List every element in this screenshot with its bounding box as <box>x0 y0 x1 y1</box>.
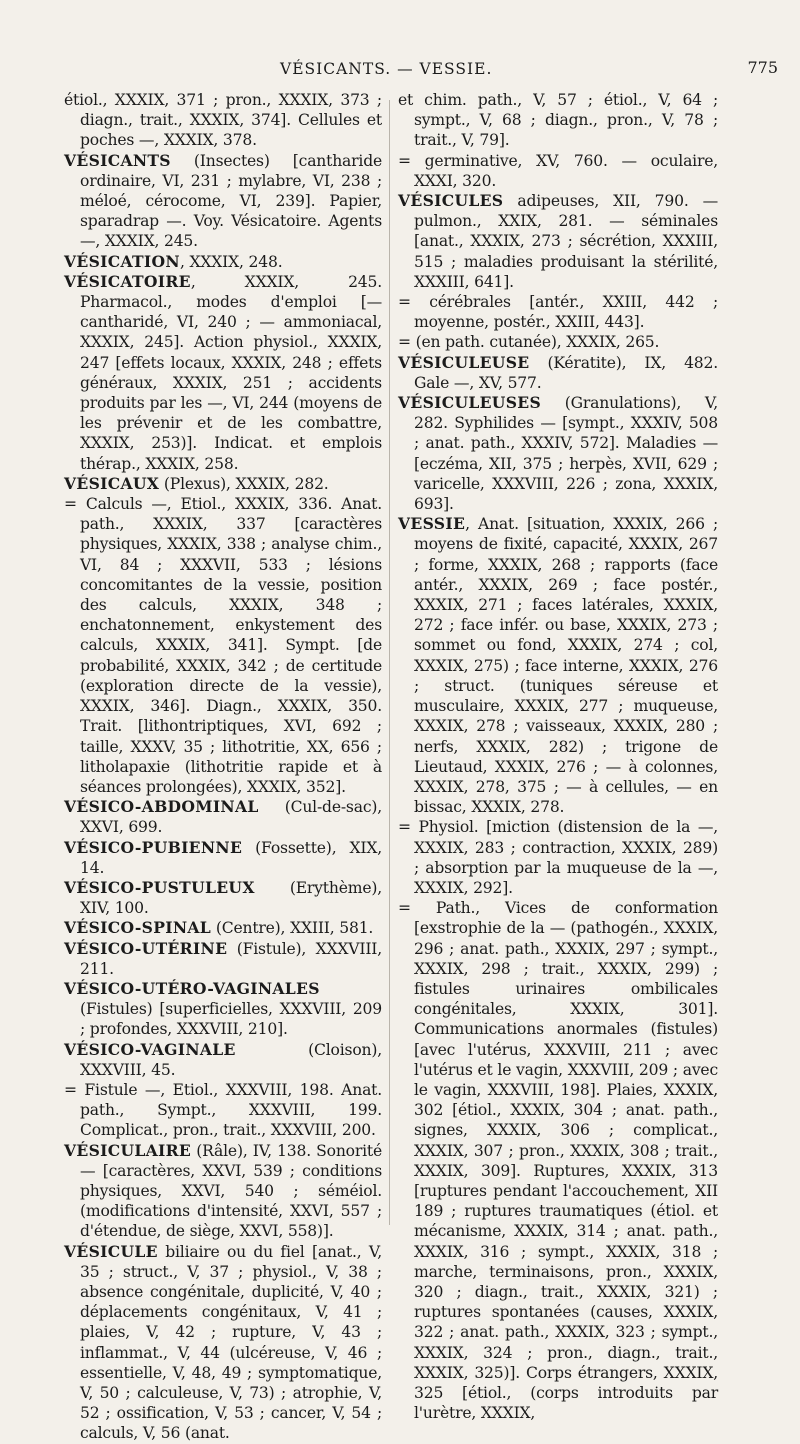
entry-headword: VÉSICO-PUBIENNE <box>64 837 243 857</box>
entry-headword: VÉSICULEUSE <box>398 352 530 372</box>
entry-headword: VÉSICULAIRE <box>64 1140 192 1160</box>
index-entry <box>64 151 382 252</box>
entry-text: (Erythème), XIV, 100. <box>80 878 382 918</box>
index-entry <box>64 272 382 474</box>
entry-text: (Fistules) [superficielles, XXXVIII, 209 ; profondes, XXXVIII, 210]. <box>80 1000 382 1039</box>
page-number: 775 <box>747 58 778 77</box>
entry-text: = cérébrales [antér., XXIII, 442 ; moyenne, postér., XXIII, 443]. <box>398 293 718 332</box>
index-entry <box>398 90 718 151</box>
column-divider <box>389 100 390 1225</box>
entry-headword: VÉSICULES <box>398 191 504 211</box>
index-entry <box>398 151 718 191</box>
index-entry <box>64 90 382 151</box>
index-entry <box>64 1242 382 1444</box>
entry-text: , Anat. [situation, XXXIX, 266 ; moyens de fixité, capacité, XXXIX, 267 ; forme, XXXIX, 268 ; rapports (face antér., XXXIX, 269 ; face postér., XXXIX, 271 ; faces latérales, XXXIX, 272 ; face infér. ou base, XXXIX, 273 ; sommet ou fond, XXXIX, 274 ; col, XXXIX, 275) ; face interne, XXXIX, 276 ; struct. (tuniques séreuse et musculaire, XXXIX, 277 ; muqueuse, XXXIX, 278 ; vaisseaux, XXXIX, 280 ; nerfs, XXXIX, 282) ; trigone de Lieutaud, XXXIX, 276 ; — à colonnes, XXXIX, 278, 375 ; — à cellules, — en bissac, XXXIX, 278. <box>414 515 718 817</box>
right-column <box>398 90 718 1423</box>
entry-headword: VÉSICAUX <box>64 473 160 493</box>
index-entry <box>398 817 718 898</box>
index-entry <box>64 939 382 979</box>
index-entry <box>64 797 382 837</box>
index-entry <box>64 494 382 797</box>
running-header <box>0 56 800 86</box>
entry-headword: VÉSICO-UTÉRO-VAGINALES <box>64 978 320 998</box>
running-title: VÉSICANTS. — VESSIE. <box>280 60 493 78</box>
entry-text: = Physiol. [miction (distension de la —, XXXIX, 283 ; contraction, XXXIX, 289) ; absorption par la muqueuse de la —, XXXIX, 292]. <box>398 818 718 897</box>
entry-text: (Fossette), XIX, 14. <box>80 838 382 877</box>
entry-headword: VÉSICULE <box>64 1241 158 1261</box>
entry-text: = (en path. cutanée), XXXIX, 265. <box>398 333 660 352</box>
entry-text: et chim. path., V, 57 ; étiol., V, 64 ; sympt., V, 68 ; diagn., pron., V, 78 ; trait., V, 79]. <box>398 91 718 150</box>
index-entry <box>398 898 718 1423</box>
index-entry <box>64 252 382 272</box>
entry-headword: VÉSICO-PUSTULEUX <box>64 877 255 897</box>
index-entry <box>398 514 718 817</box>
entry-headword: VÉSICO-ABDOMINAL <box>64 797 259 817</box>
entry-text: (Centre), XXIII, 581. <box>211 919 374 938</box>
entry-text: (Plexus), XXXIX, 282. <box>159 474 329 493</box>
index-entry <box>398 191 718 292</box>
entry-text: , XXXIX, 245. Pharmacol., modes d'emploi [— cantharidé, VI, 240 ; — ammoniacal, XXXIX, 245]. Action physiol., XXXIX, 247 [effets locaux, XXXIX, 248 ; effets généraux, XXXIX, 251 ; accidents produits par les —, VI, 244 (moyens de les prévenir et de les combattre, XXXIX, 253)]. Indicat. et emplois thérap., XXXIX, 258. <box>80 272 382 473</box>
index-entry <box>64 1141 382 1242</box>
index-entry <box>398 292 718 332</box>
entry-text: (Fistule), XXXVIII, 211. <box>80 939 382 978</box>
entry-text: = Calculs —, Etiol., XXXIX, 336. Anat. path., XXXIX, 337 [caractères physiques, XXXIX, 338 ; analyse chim., VI, 84 ; XXXVII, 533 ; lésions concomitantes de la vessie, position des calculs, XXXIX, 348 ; enchatonnement, enkystement des calculs, XXXIX, 341]. Sympt. [de probabilité, XXXIX, 342 ; de certitude (exploration directe de la vessie), XXXIX, 346]. Diagn., XXXIX, 350. Trait. [lithontriptiques, XVI, 692 ; taille, XXXV, 35 ; lithotritie, XX, 656 ; litholapaxie (lithotritie rapide et à séances prolongées), XXXIX, 352]. <box>64 495 382 796</box>
index-entry <box>64 838 382 878</box>
entry-headword: VÉSICANTS <box>64 150 171 170</box>
index-entry <box>64 474 382 494</box>
entry-text: = Fistule —, Etiol., XXXVIII, 198. Anat. path., Sympt., XXXVIII, 199. Complicat., pron., trait., XXXVIII, 200. <box>64 1080 382 1140</box>
index-entry <box>398 353 718 393</box>
index-entry <box>398 393 718 514</box>
left-column <box>64 90 382 1444</box>
index-entry <box>64 918 382 938</box>
entry-text: (Insectes) [cantharide ordinaire, VI, 231 ; mylabre, VI, 238 ; méloé, cérocome, VI, 239]. Papier, sparadrap —. Voy. Vésicatoire. Agents —, XXXIX, 245. <box>80 151 382 251</box>
entry-text: = germinative, XV, 760. — oculaire, XXXI, 320. <box>398 151 718 190</box>
entry-headword: VESSIE <box>398 514 466 534</box>
index-entry <box>64 1040 382 1080</box>
entry-text: adipeuses, XII, 790. — pulmon., XXIX, 281. — séminales [anat., XXXIX, 273 ; sécrétion, XXXIII, 515 ; maladies produisant la stérilité, XXXIII, 641]. <box>414 192 718 291</box>
entry-headword: VÉSICO-VAGINALE <box>64 1039 236 1059</box>
index-entry <box>64 1080 382 1141</box>
entry-headword: VÉSICO-UTÉRINE <box>64 938 228 958</box>
index-entry <box>398 332 718 352</box>
entry-text: (Cul-de-sac), XXVI, 699. <box>80 798 382 837</box>
entry-headword: VÉSICO-SPINAL <box>64 918 212 938</box>
entry-text: , XXXIX, 248. <box>179 252 283 271</box>
entry-text: (Râle), IV, 138. Sonorité — [caractères, XXVI, 539 ; conditions physiques, XXVI, 540 ; séméiol. (modifications d'intensité, XXVI, 557 ; d'étendue, de siège, XXVI, 558)]. <box>80 1141 382 1241</box>
index-entry <box>64 979 382 1040</box>
entry-text: biliaire ou du fiel [anat., V, 35 ; struct., V, 37 ; physiol., V, 38 ; absence congénitale, duplicité, V, 40 ; déplacements congénitaux, V, 41 ; plaies, V, 42 ; rupture, V, 43 ; inflammat., V, 44 (ulcéreuse, V, 46 ; essentielle, V, 48, 49 ; symptomatique, V, 50 ; calculeuse, V, 73) ; atrophie, V, 52 ; ossification, V, 53 ; cancer, V, 54 ; calculs, V, 56 (anat. <box>80 1242 382 1443</box>
entry-headword: VÉSICULEUSES <box>398 393 542 413</box>
entry-text: (Cloison), XXXVIII, 45. <box>80 1040 382 1079</box>
entry-text: (Granulations), V, 282. Syphilides — [sympt., XXXIV, 508 ; anat. path., XXXIV, 572]. Maladies — [eczéma, XII, 375 ; herpès, XVII, 629 ; varicelle, XXXVIII, 226 ; zona, XXXIX, 693]. <box>414 394 718 514</box>
entry-headword: VÉSICATION <box>64 251 180 271</box>
entry-headword: VÉSICATOIRE <box>64 271 191 291</box>
entry-text: étiol., XXXIX, 371 ; pron., XXXIX, 373 ; diagn., trait., XXXIX, 374]. Cellules et poches —, XXXIX, 378. <box>64 91 382 150</box>
entry-text: (Kératite), IX, 482. Gale —, XV, 577. <box>414 353 718 392</box>
entry-text: = Path., Vices de conformation [exstrophie de la — (pathogén., XXXIX, 296 ; anat. path., XXXIX, 297 ; sympt., XXXIX, 298 ; trait., XXXIX, 299) ; fistules urinaires ombilicales congénitales, XXXIX, 301]. Communications anormales (fistules) [avec l'utérus, XXXVIII, 211 ; avec l'utérus et le vagin, XXXVIII, 209 ; avec le vagin, XXXVIII, 198]. Plaies, XXXIX, 302 [étiol., XXXIX, 304 ; anat. path., signes, XXXIX, 306 ; complicat., XXXIX, 307 ; pron., XXXIX, 308 ; trait., XXXIX, 309]. Ruptures, XXXIX, 313 [ruptures pendant l'accouchement, XII 189 ; ruptures traumatiques (étiol. et mécanisme, XXXIX, 314 ; anat. path., XXXIX, 316 ; sympt., XXXIX, 318 ; marche, terminaisons, pron., XXXIX, 320 ; diagn., trait., XXXIX, 321) ; ruptures spontanées (causes, XXXIX, 322 ; anat. path., XXXIX, 323 ; sympt., XXXIX, 324 ; pron., diagn., trait., XXXIX, 325)]. Corps étrangers, XXXIX, 325 [étiol., (corps introduits par l'urètre, XXXIX, <box>398 899 718 1423</box>
index-entry <box>64 878 382 918</box>
